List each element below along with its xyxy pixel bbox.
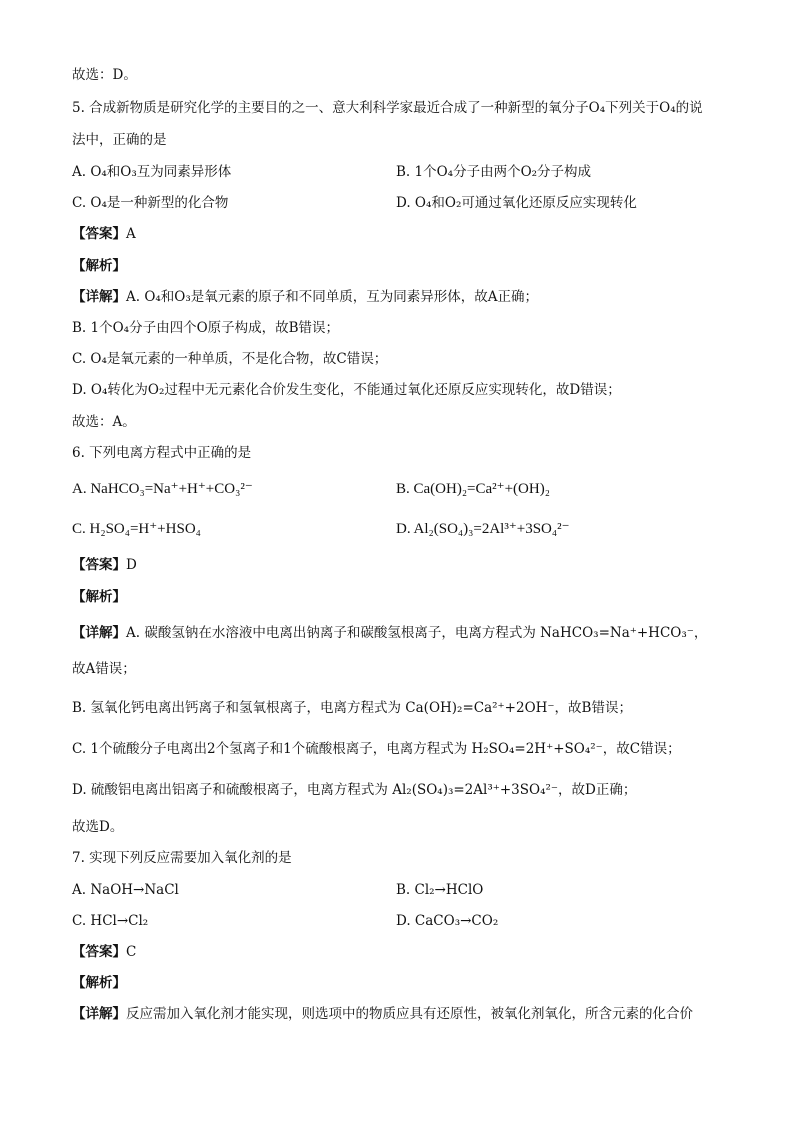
q5-option-c: C. O₄是一种新型的化合物 [72, 195, 229, 211]
detail-tag: 【详解】 [72, 289, 126, 305]
answer-value: D [126, 557, 137, 573]
q7-stem: 7. 实现下列反应需要加入氧化剂的是 [72, 850, 292, 866]
detail-tag: 【详解】 [72, 625, 126, 641]
q6-stem: 6. 下列电离方程式中正确的是 [72, 445, 252, 461]
q5-detail-a [72, 288, 538, 306]
answer-tag: 【答案】 [72, 557, 126, 573]
q7-option-c: C. HCl→Cl₂ [72, 913, 149, 929]
q6-detail-a [72, 624, 707, 642]
q7-option-b: B. Cl₂→HClO [396, 882, 484, 898]
q6-detail-b: B. 氢氧化钙电离出钙离子和氢氧根离子，电离方程式为 Ca(OH)₂=Ca²⁺+2OH⁻，故B错误； [72, 700, 632, 716]
q7-analysis-tag: 【解析】 [72, 975, 126, 991]
q6-detail-d: D. 硫酸铝电离出铝离子和硫酸根离子，电离方程式为 Al₂(SO₄)₃=2Al³⁺+3SO₄²⁻，故D正确； [72, 782, 637, 798]
q5-answer [72, 225, 136, 243]
q5-conclusion: 故选：A。 [72, 414, 136, 430]
q5-option-d: D. O₄和O₂可通过氧化还原反应实现转化 [396, 195, 637, 211]
answer-tag: 【答案】 [72, 944, 126, 960]
detail-text: A. 碳酸氢钠在水溶液中电离出钠离子和碳酸氢根离子，电离方程式为 NaHCO₃=Na⁺+HCO₃⁻， [126, 625, 708, 641]
q6-detail-c: C. 1个硫酸分子电离出2个氢离子和1个硫酸根离子，电离方程式为 H₂SO₄=2H⁺+SO₄²⁻，故C错误； [72, 741, 681, 757]
q5-detail-d: D. O₄转化为O₂过程中无元素化合价发生变化，不能通过氧化还原反应实现转化，故D错误； [72, 382, 621, 398]
q7-option-d: D. CaCO₃→CO₂ [396, 913, 499, 929]
q5-stem-line2: 法中，正确的是 [72, 132, 167, 148]
answer-value: C [126, 944, 137, 960]
q5-option-a: A. O₄和O₃互为同素异形体 [72, 164, 232, 180]
q6-option-a: A. NaHCO₃=Na⁺+H⁺+CO₃²⁻ [72, 481, 253, 497]
q6-option-c: C. H₂SO₄=H⁺+HSO₄ [72, 521, 201, 537]
q6-analysis-tag: 【解析】 [72, 589, 126, 605]
answer-tag: 【答案】 [72, 226, 126, 242]
answer-value: A [126, 226, 136, 242]
detail-tag: 【详解】 [72, 1006, 126, 1022]
q7-detail [72, 1005, 693, 1023]
detail-text: A. O₄和O₃是氧元素的原子和不同单质，互为同素异形体，故A正确； [126, 289, 539, 305]
q6-conclusion: 故选D。 [72, 819, 124, 835]
q6-answer [72, 556, 137, 574]
q6-option-d: D. Al₂(SO₄)₃=2Al³⁺+3SO₄²⁻ [396, 521, 570, 537]
q6-option-b: B. Ca(OH)₂=Ca²⁺+(OH)₂ [396, 481, 550, 497]
q5-stem-line1: 5. 合成新物质是研究化学的主要目的之一、意大利科学家最近合成了一种新型的氧分子O₄下列关于O₄的说 [72, 100, 703, 116]
q5-detail-b: B. 1个O₄分子由四个O原子构成，故B错误； [72, 320, 340, 336]
q5-analysis-tag: 【解析】 [72, 258, 126, 274]
q6-detail-a-cont: 故A错误； [72, 661, 136, 677]
q7-answer [72, 943, 136, 961]
q5-detail-c: C. O₄是氧元素的一种单质，不是化合物，故C错误； [72, 351, 388, 367]
q4-conclusion: 故选：D。 [72, 67, 137, 83]
q7-option-a: A. NaOH→NaCl [72, 882, 179, 898]
q5-option-b: B. 1个O₄分子由两个O₂分子构成 [396, 164, 592, 180]
detail-text: 反应需加入氧化剂才能实现，则选项中的物质应具有还原性，被氧化剂氧化，所含元素的化合价 [126, 1006, 693, 1022]
